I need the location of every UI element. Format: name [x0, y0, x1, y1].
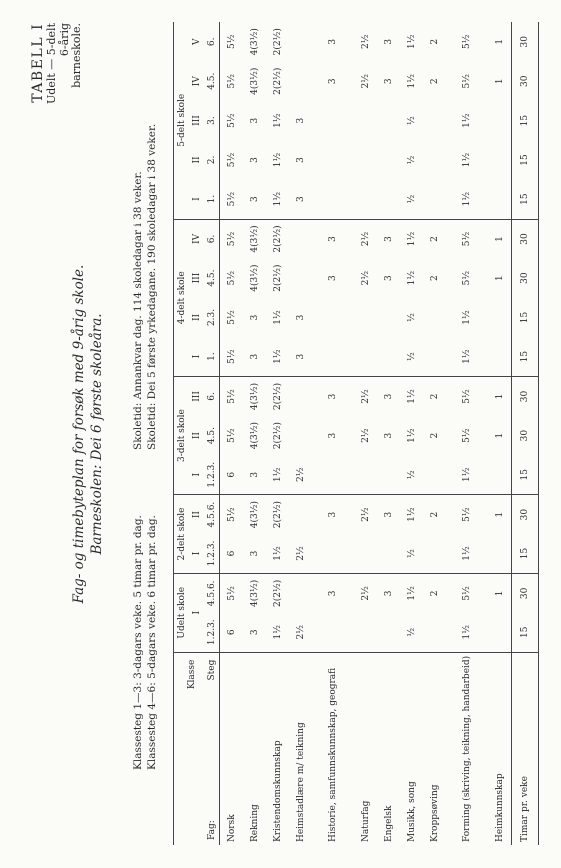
hours-cell	[377, 534, 400, 573]
hours-cell	[423, 298, 446, 337]
hours-cell: 1½	[406, 389, 417, 404]
hours-cell: 2(2½)	[272, 264, 283, 292]
hours-cell	[289, 22, 312, 62]
header-row-groups	[174, 22, 190, 845]
hours-cell: 2	[429, 78, 440, 85]
hours-cell: 3	[249, 117, 260, 124]
hours-cell: 3	[328, 275, 338, 281]
total-cell: 30	[512, 495, 539, 534]
class-header: I	[189, 180, 204, 219]
hours-cell: 4(3½)	[249, 264, 260, 292]
hours-cell: 3	[383, 432, 394, 439]
hours-cell: 3	[383, 38, 394, 45]
hours-cell: 2(2½)	[272, 421, 283, 450]
hours-cell: 3	[249, 314, 260, 321]
hours-cell: 2½	[360, 73, 371, 89]
info-skoletid-1-3: Skoletid: Annankvar dag. 114 skoledagar i 38 veker.	[132, 171, 144, 450]
hours-cell	[312, 613, 354, 652]
hours-cell: 6	[220, 455, 244, 494]
total-cell: 30	[512, 258, 539, 297]
hours-cell: 1½	[272, 113, 283, 128]
hours-cell: 2(2½)	[272, 28, 283, 56]
hours-cell	[289, 258, 312, 297]
hours-cell: 1½	[462, 152, 472, 168]
hours-cell: 2½	[360, 231, 371, 247]
group-header: 5-delt skole	[174, 22, 190, 219]
step-header: 4.5.	[204, 258, 220, 297]
hours-cell	[289, 377, 312, 416]
table-row	[446, 22, 488, 845]
hours-cell: 3	[295, 314, 306, 321]
hours-cell: 2(2½)	[272, 382, 283, 411]
hours-cell: 5½	[220, 337, 244, 376]
table-row	[354, 22, 377, 845]
total-cell: 15	[512, 613, 539, 652]
total-cell: 15	[512, 455, 539, 494]
hours-cell: ½	[400, 337, 423, 376]
group-header: 4-delt skole	[174, 219, 190, 377]
hours-cell: 5½	[462, 586, 472, 601]
hours-cell: 2½	[360, 428, 371, 443]
hours-cell: ½	[400, 455, 423, 494]
table-row	[266, 22, 289, 845]
header-fag-cell	[174, 652, 220, 845]
hours-cell	[354, 455, 377, 494]
hours-cell	[488, 455, 512, 494]
hours-cell	[312, 534, 354, 573]
fag-label: Fag:	[207, 820, 217, 840]
class-header: II	[191, 313, 202, 322]
hours-cell: ½	[406, 155, 417, 165]
hours-cell: 1½	[272, 152, 283, 168]
class-header: II	[191, 432, 202, 440]
step-header: 3.	[204, 101, 220, 140]
hours-cell: ½	[400, 613, 423, 652]
hours-cell: 2(2½)	[272, 579, 283, 607]
hours-cell: 5½	[226, 507, 237, 522]
hours-cell: 1½	[446, 613, 488, 652]
hours-cell: 1½	[406, 73, 417, 89]
total-cell: 30	[512, 416, 539, 455]
hours-cell	[312, 337, 354, 376]
hours-cell: 6	[220, 613, 244, 652]
hours-cell: 4(3½)	[249, 67, 260, 95]
hours-cell	[488, 180, 512, 219]
hours-cell: 5½	[462, 73, 472, 89]
subject-label: Historie, samfunnskunnskap, geografi	[312, 652, 354, 845]
hours-cell: 1½	[462, 310, 472, 325]
info-skoletid-4-6: Skoletid: Dei 5 første yrkedagane. 190 skoledagar i 38 veker.	[146, 123, 158, 450]
total-cell: 30	[512, 573, 539, 612]
step-header: 1.2.3.	[204, 534, 220, 573]
step-header: 6.	[204, 22, 220, 62]
hours-cell	[289, 573, 312, 612]
hours-cell: 3	[328, 78, 338, 85]
total-cell: 15	[512, 337, 539, 376]
hours-cell: 2	[429, 393, 440, 400]
hours-cell: 1	[488, 258, 512, 297]
hours-cell	[423, 101, 446, 140]
step-header: 4.5.6.	[204, 495, 220, 534]
hours-cell: 3	[383, 590, 394, 597]
steg-label: Steg	[207, 659, 217, 681]
hours-cell: 3	[383, 236, 394, 242]
hours-cell	[423, 337, 446, 376]
hours-cell: 6	[220, 534, 244, 573]
total-label: Timar pr. veke	[512, 652, 539, 845]
hours-cell: 5½	[226, 389, 237, 404]
hours-cell: 1½	[406, 507, 417, 522]
hours-cell: 2½	[360, 270, 371, 286]
hours-cell: 2	[429, 590, 440, 597]
subject-label: Musikk, song	[400, 652, 423, 845]
hours-cell	[488, 101, 512, 140]
hours-cell: 3	[249, 157, 260, 163]
hours-cell	[488, 337, 512, 376]
hours-cell: 3	[295, 157, 306, 163]
timetable	[173, 22, 539, 845]
info-steg-1-3: Klassesteg 1—3: 3-dagars veke. 5 timar pr. dag.	[132, 515, 144, 770]
subject-label: Kroppsøving	[423, 652, 446, 845]
hours-cell: ½	[400, 534, 423, 573]
hours-cell: ½	[406, 116, 417, 125]
timetable-body	[220, 22, 539, 845]
hours-cell: 3	[383, 78, 394, 85]
hours-cell	[423, 613, 446, 652]
hours-cell: 5½	[226, 73, 237, 89]
hours-cell: 5½	[462, 231, 472, 247]
hours-cell: 3	[243, 455, 266, 494]
subject-label: Forming (skriving, teikning, handarbeid)	[446, 652, 488, 845]
hours-cell	[377, 613, 400, 652]
hours-cell: 2½	[360, 586, 371, 601]
hours-cell: 1½	[266, 455, 289, 494]
class-header: I	[189, 455, 204, 494]
class-header: II	[191, 511, 202, 519]
step-header: 6.	[204, 219, 220, 258]
total-row	[512, 22, 539, 845]
hours-cell: 1½	[266, 337, 289, 376]
hours-cell: 3	[243, 613, 266, 652]
hours-cell: 2(2½)	[272, 67, 283, 95]
hours-cell	[312, 140, 354, 179]
hours-cell: 1½	[446, 180, 488, 219]
hours-cell	[423, 455, 446, 494]
hours-cell: 5½	[226, 270, 237, 286]
hours-cell: 5½	[226, 428, 237, 443]
total-cell: 15	[512, 180, 539, 219]
hours-cell: 4(3½)	[249, 421, 260, 450]
hours-cell: 3	[328, 590, 338, 597]
hours-cell: 5½	[220, 180, 244, 219]
hours-cell: ½	[400, 180, 423, 219]
info-row-1	[131, 30, 145, 770]
hours-cell: 3	[383, 393, 394, 400]
hours-cell: 1	[488, 573, 512, 612]
hours-cell: 1½	[406, 231, 417, 247]
hours-cell: 3	[383, 275, 394, 281]
hours-cell	[377, 455, 400, 494]
step-header: 1.2.3.	[204, 613, 220, 652]
step-header: 4.5.	[204, 62, 220, 101]
hours-cell: 3	[295, 117, 306, 124]
hours-cell	[312, 101, 354, 140]
table-row	[400, 22, 423, 845]
step-header: 1.2.3.	[204, 455, 220, 494]
group-header: 3-delt skole	[174, 377, 190, 495]
hours-cell: 5½	[462, 428, 472, 443]
class-header: I	[189, 534, 204, 573]
hours-cell	[312, 298, 354, 337]
subject-label: Kristendomskunnskap	[266, 652, 289, 845]
step-header: 1.	[204, 337, 220, 376]
hours-cell: 1½	[446, 337, 488, 376]
subject-label: Rekning	[243, 652, 266, 845]
total-cell: 30	[512, 22, 539, 62]
hours-cell	[377, 180, 400, 219]
table-row	[289, 22, 312, 845]
hours-cell: 3	[328, 38, 338, 45]
hours-cell: 5½	[462, 34, 472, 49]
title-line-2: Udelt — 5-delt	[45, 23, 58, 104]
hours-cell: 3	[289, 180, 312, 219]
table-row	[377, 22, 400, 845]
table-row	[423, 22, 446, 845]
hours-cell: 4(3½)	[249, 28, 260, 56]
step-header: 2.	[204, 140, 220, 179]
step-header: 6.	[204, 377, 220, 416]
hours-cell	[423, 140, 446, 179]
hours-cell: 1½	[406, 34, 417, 49]
class-header: IV	[191, 233, 202, 244]
hours-cell	[289, 219, 312, 258]
total-cell: 30	[512, 377, 539, 416]
table-row	[243, 22, 266, 845]
hours-cell	[423, 534, 446, 573]
timetable-header	[174, 22, 220, 845]
total-cell: 30	[512, 62, 539, 101]
hours-cell	[488, 534, 512, 573]
hours-cell: 4(3½)	[249, 500, 260, 529]
subject-label: Naturfag	[354, 652, 377, 845]
hours-cell	[354, 613, 377, 652]
hours-cell: 2	[429, 432, 440, 439]
hours-cell: 4(3½)	[249, 382, 260, 411]
group-header: Udelt skole	[174, 573, 190, 652]
hours-cell: 5½	[226, 586, 237, 601]
total-cell: 15	[512, 298, 539, 337]
table-row	[488, 22, 512, 845]
step-header: 1.	[204, 180, 220, 219]
schedule-info	[131, 30, 159, 770]
subject-label: Heimstadlære m/ teikning	[289, 652, 312, 845]
hours-cell: 5½	[462, 270, 472, 286]
hours-cell: 3	[243, 534, 266, 573]
total-cell: 15	[512, 140, 539, 179]
info-steg-4-6: Klassesteg 4—6: 5-dagars veke. 6 timar pr. dag.	[146, 515, 158, 770]
hours-cell: 3	[289, 337, 312, 376]
total-cell: 15	[512, 534, 539, 573]
hours-cell: 3	[383, 511, 394, 518]
hours-cell: 3	[328, 432, 338, 439]
hours-cell: 2	[429, 38, 440, 45]
hours-cell: 3	[243, 337, 266, 376]
hours-cell: 5½	[226, 34, 237, 49]
hours-cell: 4(3½)	[249, 579, 260, 607]
class-header: II	[191, 156, 202, 164]
hours-cell: 1	[488, 62, 512, 101]
hours-cell: 1½	[446, 534, 488, 573]
title-line-3: 6-årig	[57, 23, 71, 57]
table-number: TABELL I	[30, 23, 46, 103]
class-header: V	[191, 38, 202, 46]
step-header: 4.5.	[204, 416, 220, 455]
hours-cell: 5½	[226, 113, 237, 128]
hours-cell	[354, 140, 377, 179]
hours-cell: 5½	[462, 389, 472, 404]
hours-cell	[289, 62, 312, 101]
table-row	[312, 22, 354, 845]
class-header: I	[189, 337, 204, 376]
heading-line-1: Fag- og timebyteplan for forsøk med 9-årig skole.	[71, 264, 87, 604]
hours-cell	[354, 534, 377, 573]
title-line-4: barneskole.	[70, 23, 83, 88]
hours-cell	[377, 140, 400, 179]
class-header: IV	[191, 76, 202, 87]
hours-cell	[312, 455, 354, 494]
hours-cell: 2½	[360, 34, 371, 49]
heading-line-2: Barneskolen: Dei 6 første skoleåra.	[89, 313, 105, 555]
hours-cell: 1½	[446, 455, 488, 494]
hours-cell	[488, 613, 512, 652]
hours-cell: 3	[328, 236, 338, 242]
hours-cell: 1½	[272, 310, 283, 325]
hours-cell	[488, 140, 512, 179]
hours-cell	[289, 416, 312, 455]
hours-cell: 1½	[266, 180, 289, 219]
hours-cell: 5½	[462, 507, 472, 522]
hours-cell: 1½	[266, 613, 289, 652]
subject-label: Heimkunnskap	[488, 652, 512, 845]
hours-cell: 3	[328, 393, 338, 400]
hours-cell	[377, 337, 400, 376]
hours-cell	[377, 101, 400, 140]
hours-cell: 1	[488, 219, 512, 258]
hours-cell: 2½	[289, 455, 312, 494]
hours-cell: 2	[429, 275, 440, 281]
klasse-label: Klasse	[187, 659, 197, 690]
hours-cell	[354, 337, 377, 376]
hours-cell: 1½	[406, 428, 417, 443]
total-cell: 30	[512, 219, 539, 258]
hours-cell: 2½	[360, 507, 371, 522]
hours-cell: 2	[429, 511, 440, 518]
subject-label: Engelsk	[377, 652, 400, 845]
step-header: 2.3.	[204, 298, 220, 337]
class-header: III	[191, 391, 202, 402]
info-row-2	[145, 30, 159, 770]
hours-cell	[354, 298, 377, 337]
hours-cell: 2(2½)	[272, 225, 283, 253]
hours-cell: ½	[406, 313, 417, 322]
subject-label: Norsk	[220, 652, 244, 845]
hours-cell	[488, 298, 512, 337]
hours-cell	[423, 180, 446, 219]
hours-cell	[289, 495, 312, 534]
hours-cell	[354, 101, 377, 140]
class-header: III	[191, 272, 202, 284]
hours-cell: 2	[429, 236, 440, 242]
hours-cell: 1	[488, 416, 512, 455]
hours-cell: 1½	[406, 270, 417, 286]
hours-cell: 3	[243, 180, 266, 219]
class-header: III	[191, 115, 202, 126]
hours-cell: 1½	[266, 534, 289, 573]
group-header: 2-delt skole	[174, 495, 190, 574]
hours-cell: 4(3½)	[249, 225, 260, 253]
hours-cell: 5½	[226, 310, 237, 325]
hours-cell: 1	[488, 495, 512, 534]
hours-cell	[354, 180, 377, 219]
hours-cell: 1½	[406, 586, 417, 601]
hours-cell: 1½	[462, 113, 472, 128]
hours-cell	[312, 180, 354, 219]
hours-cell: 3	[328, 511, 338, 518]
hours-cell: 2½	[289, 613, 312, 652]
hours-cell: 5½	[226, 231, 237, 247]
total-cell: 15	[512, 101, 539, 140]
class-header: I	[189, 573, 204, 652]
step-header: 4.5.6.	[204, 573, 220, 612]
hours-cell: 1	[488, 22, 512, 62]
hours-cell: 5½	[226, 152, 237, 168]
table-row	[220, 22, 244, 845]
hours-cell	[377, 298, 400, 337]
hours-cell: 2½	[360, 389, 371, 404]
hours-cell: 2½	[289, 534, 312, 573]
hours-cell: 2(2½)	[272, 500, 283, 529]
hours-cell: 1	[488, 377, 512, 416]
